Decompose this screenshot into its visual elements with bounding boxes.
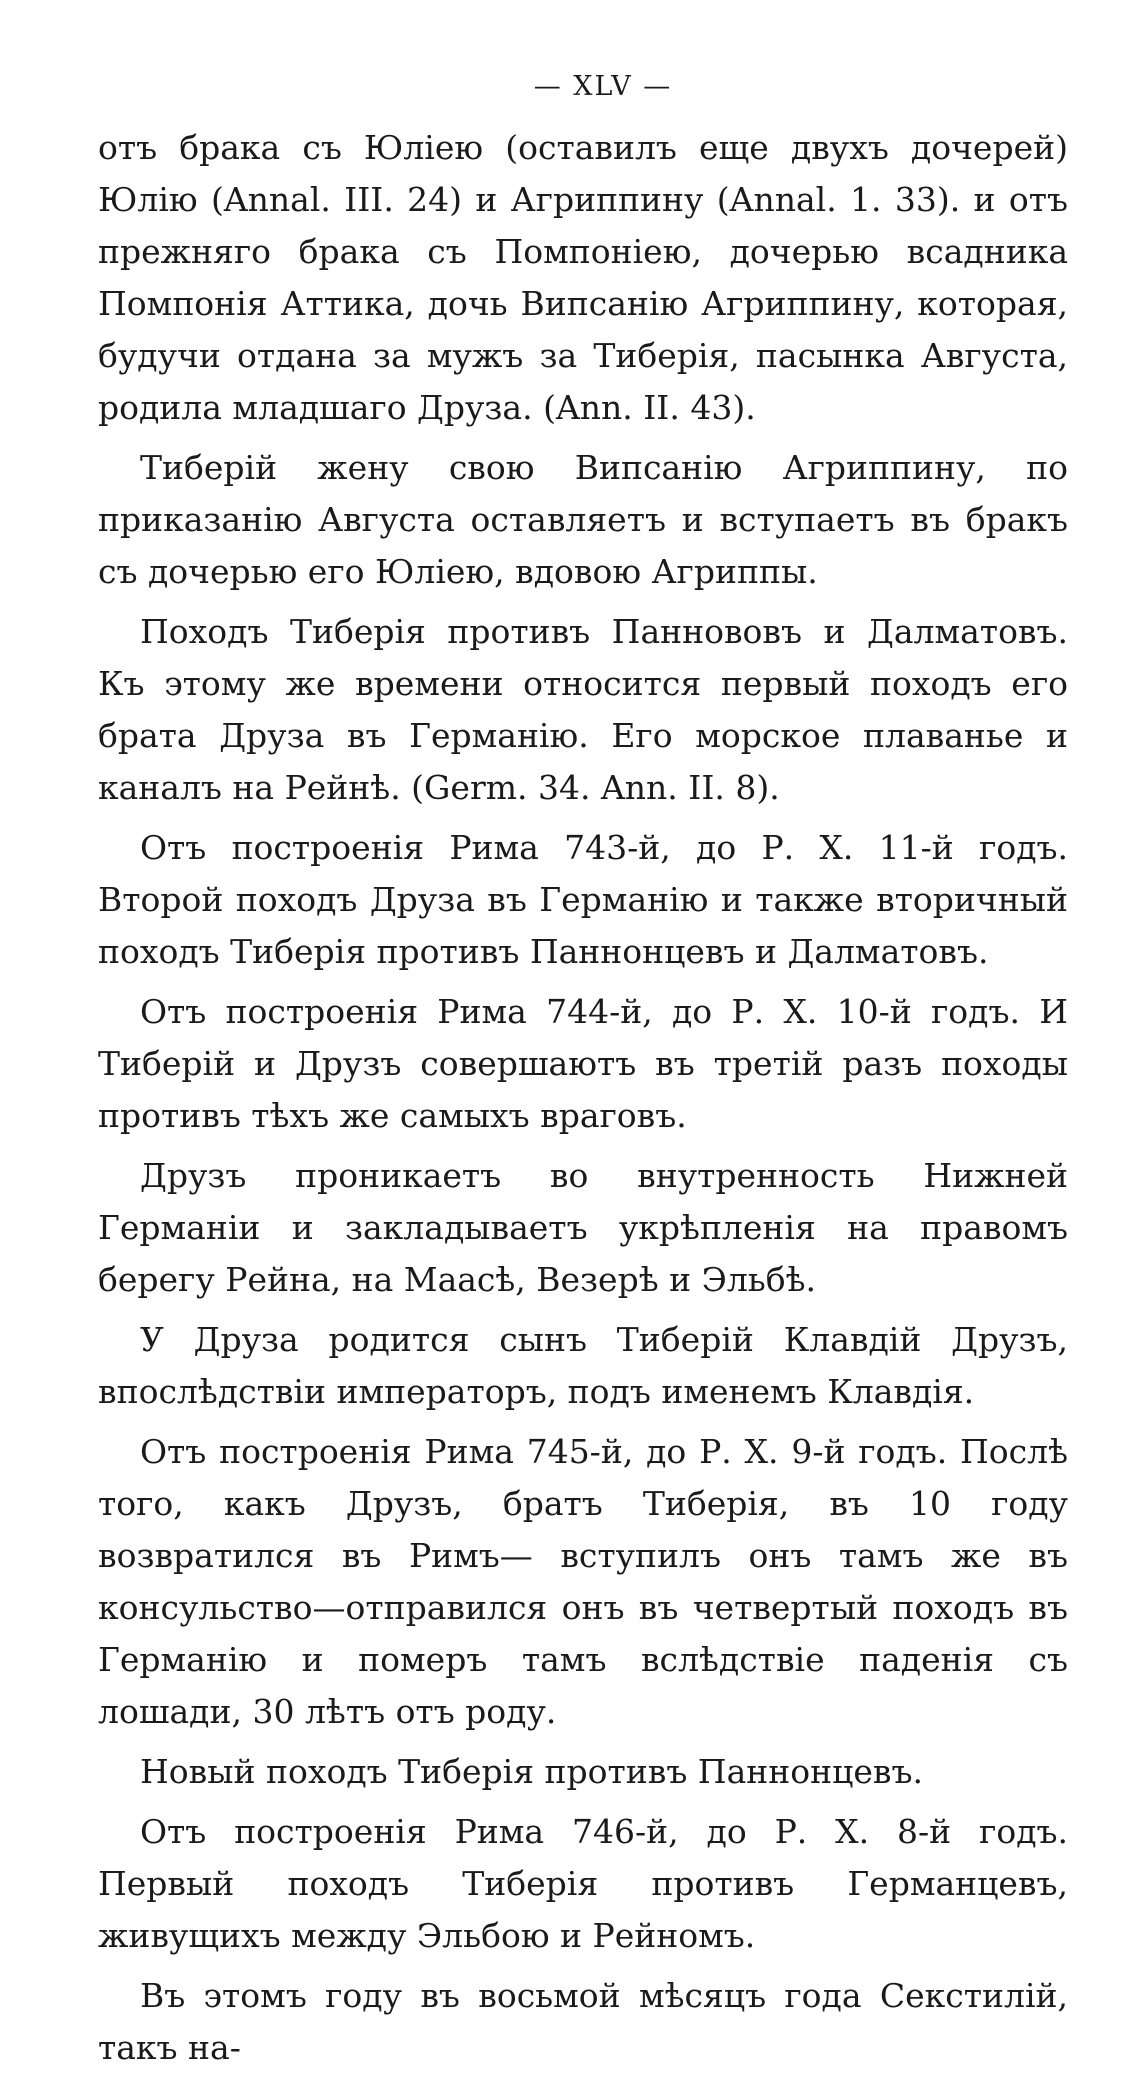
paragraph-3: Походъ Тиберія противъ Паннововъ и Далматовъ. Къ этому же времени относится первый походъ его брата Друза въ Германію. Его морское плаванье и каналъ на Рейнѣ. (Germ. 34. Ann. II. 8). (98, 612, 1068, 807)
paragraph-10: Отъ построенія Рима 746-й, до Р. Х. 8-й годъ. Первый походъ Тиберія противъ Германцевъ, живущихъ между Эльбою и Рейномъ. (98, 1812, 1068, 1955)
paragraph-11: Въ этомъ году въ восьмой мѣсяцъ года Секстилій, такъ на- (98, 1976, 1068, 2067)
paragraph-9: Новый походъ Тиберія противъ Паннонцевъ. (140, 1752, 923, 1791)
book-page (98, 66, 1068, 2082)
paragraph-4: Отъ построенія Рима 743-й, до Р. Х. 11-й годъ. Второй походъ Друза въ Германію и также вторичный походъ Тиберія противъ Паннонцевъ и Далматовъ. (98, 828, 1068, 971)
paragraph-7: У Друза родится сынъ Тиберій Клавдій Друзъ, впослѣдствіи императоръ, подъ именемъ Клавдія. (98, 1320, 1068, 1411)
page-number-header: — XLV — (533, 71, 673, 102)
paragraph-2: Тиберій жену свою Випсанію Агриппину, по приказанію Августа оставляетъ и вступаетъ въ бракъ съ дочерью его Юліею, вдовою Агриппы. (98, 448, 1068, 591)
paragraph-1: отъ брака съ Юліею (оставилъ еще двухъ дочерей) Юлію (Annal. III. 24) и Агриппину (Annal. 1. 33). и отъ прежняго брака съ Помпоніею, дочерью всадника Помпонія Аттика, дочь Випсанію Агриппину, которая, будучи отдана за мужъ за Тиберія, пасынка Августа, родила младшаго Друза. (Ann. II. 43). (98, 128, 1068, 427)
paragraph-6: Друзъ проникаетъ во внутренность Нижней Германіи и закладываетъ укрѣпленія на правомъ берегу Рейна, на Маасѣ, Везерѣ и Эльбѣ. (98, 1156, 1068, 1299)
paragraph-5: Отъ построенія Рима 744-й, до Р. Х. 10-й годъ. И Тиберій и Друзъ совершаютъ въ третій разъ походы противъ тѣхъ же самыхъ враговъ. (98, 992, 1068, 1135)
paragraph-8: Отъ построенія Рима 745-й, до Р. Х. 9-й годъ. Послѣ того, какъ Друзъ, братъ Тиберія, въ 10 году возвратился въ Римъ— вступилъ онъ тамъ же въ консульство—отправился онъ въ четвертый походъ въ Германію и померъ тамъ вслѣдствіе паденія съ лошади, 30 лѣтъ отъ роду. (98, 1432, 1068, 1731)
